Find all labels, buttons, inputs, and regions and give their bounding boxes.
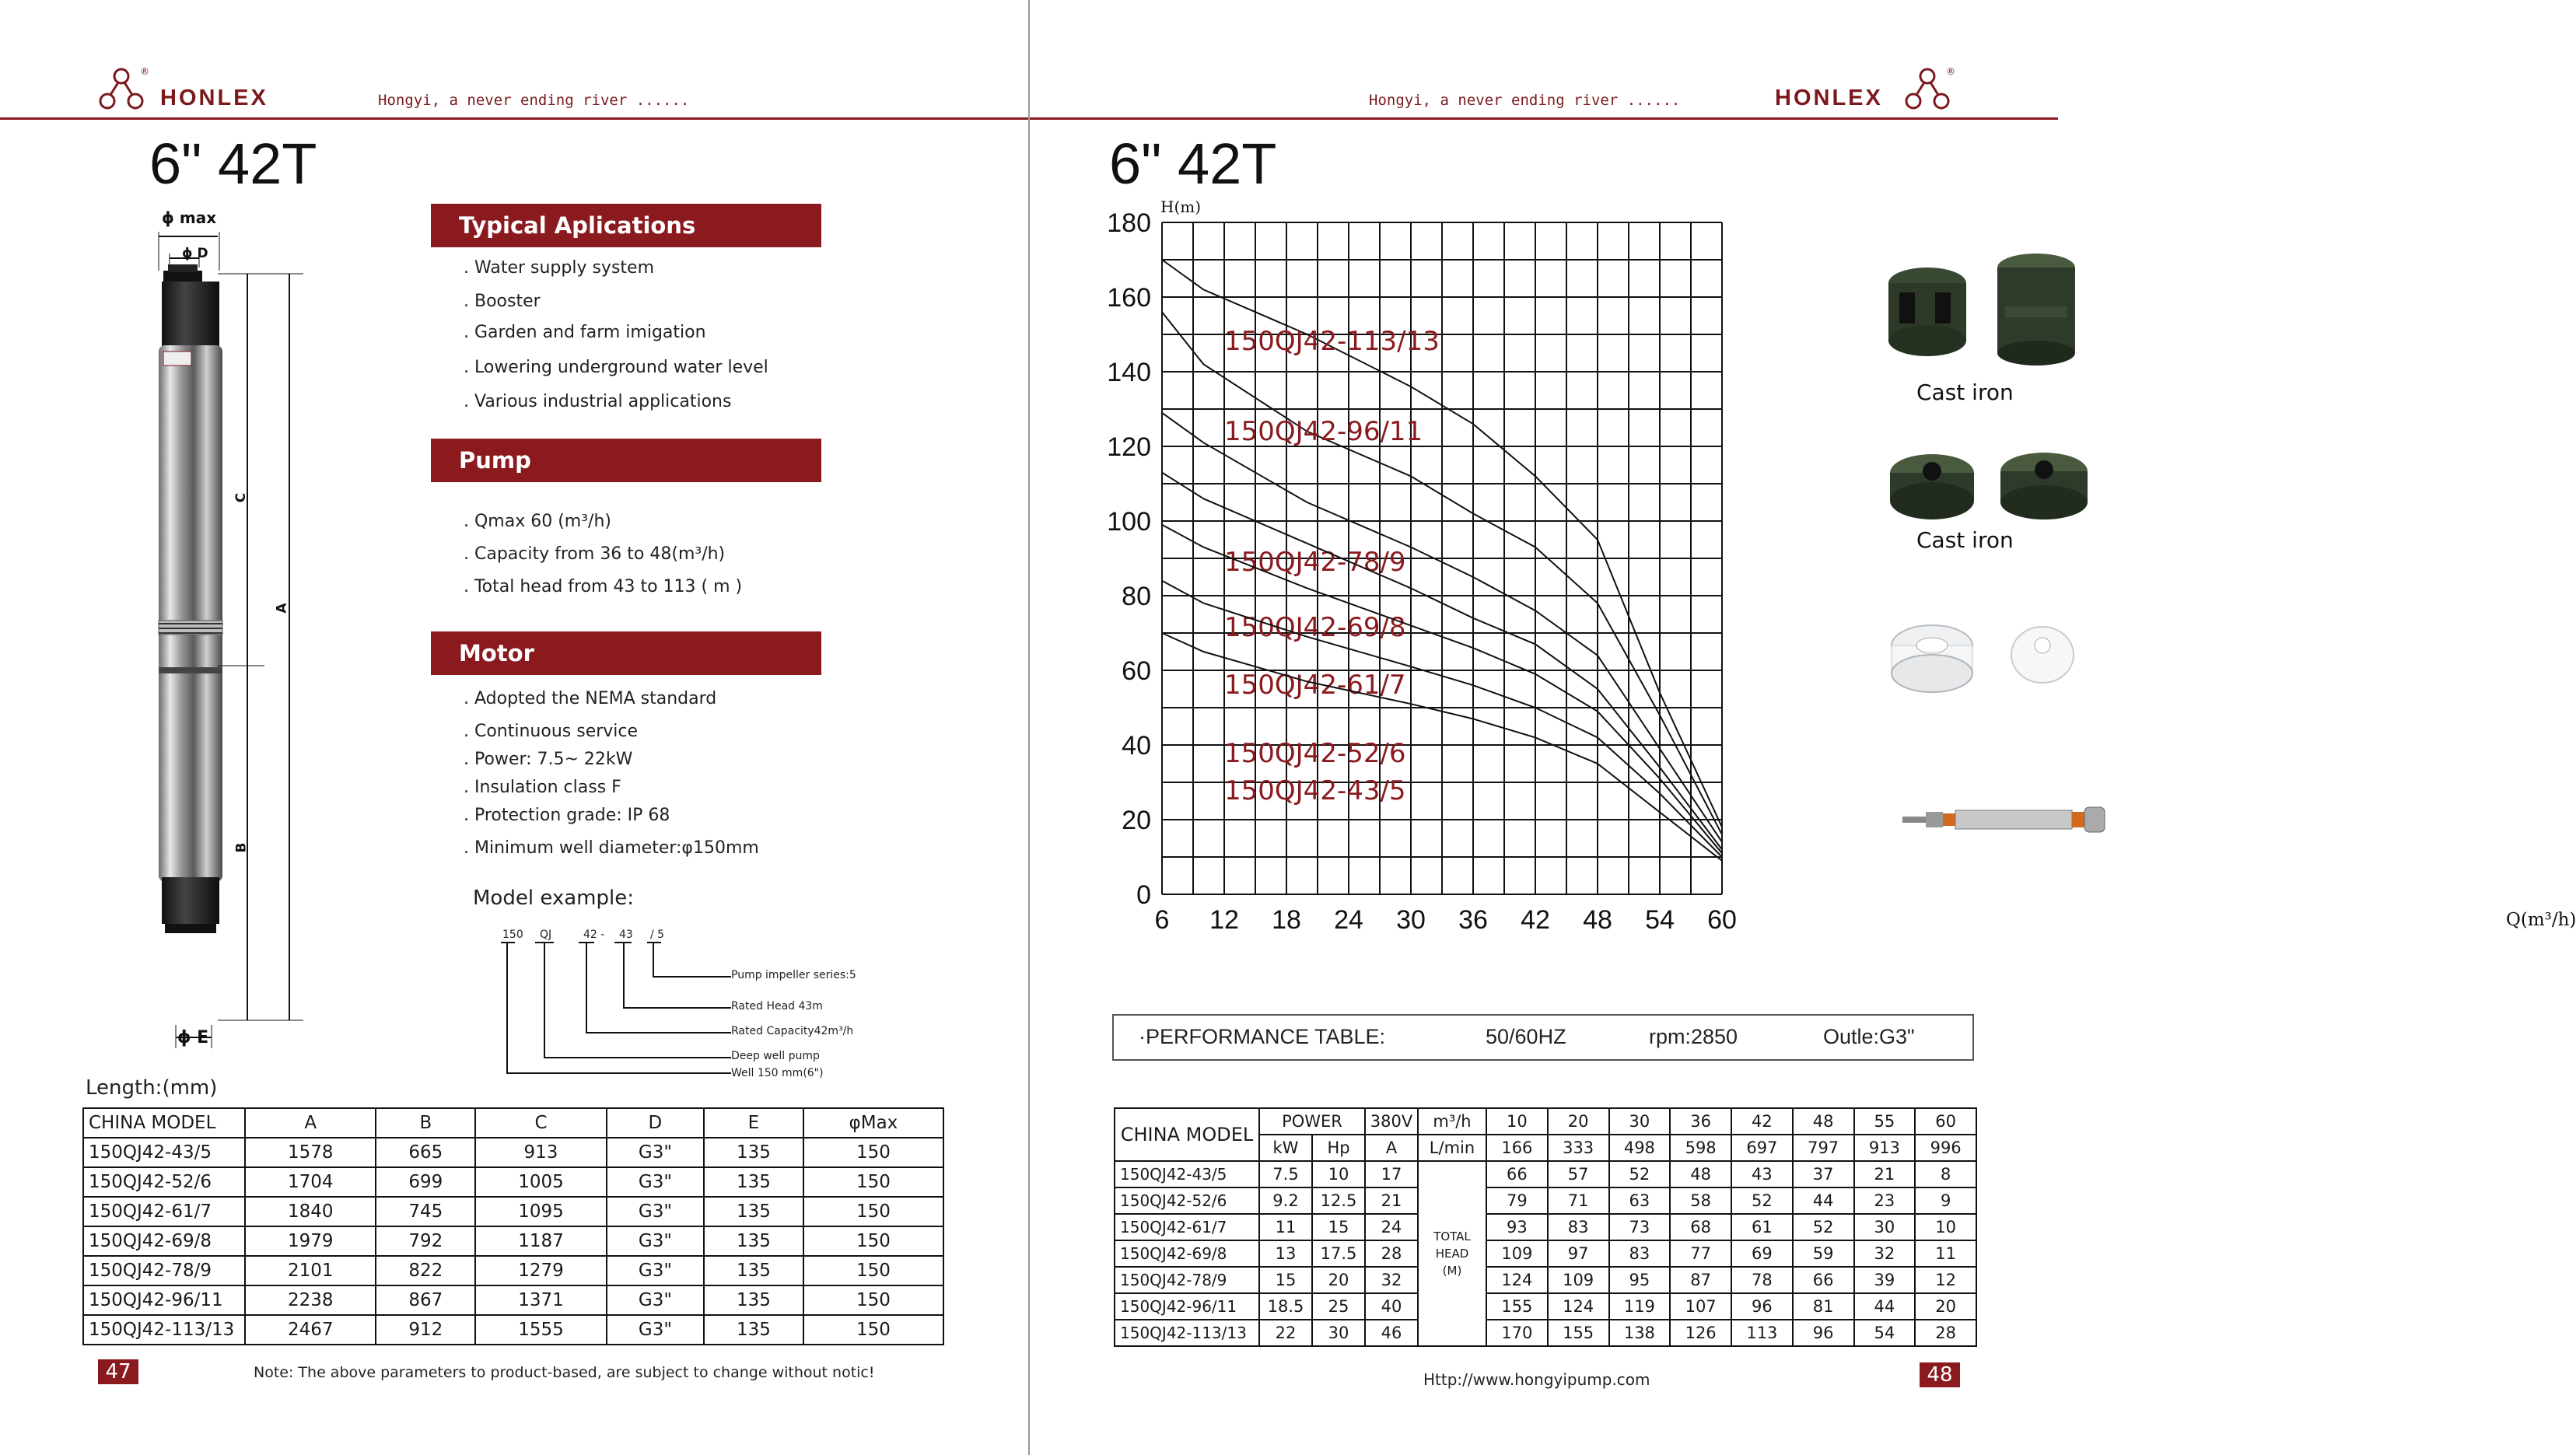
perf-cell: 83 [1609, 1240, 1671, 1267]
y-axis-label: H(m) [1160, 198, 1202, 216]
perf-cell: 25 [1312, 1293, 1365, 1320]
perf-cell: 83 [1548, 1214, 1609, 1240]
spec-cell: G3" [607, 1138, 704, 1167]
perf-cell: 11 [1915, 1240, 1976, 1267]
perf-sub-a: A [1365, 1135, 1418, 1161]
curve-label: 150QJ42-52/6 [1224, 738, 1406, 769]
cast-iron-diffuser-image [1888, 443, 2102, 529]
curve-label: 150QJ42-96/11 [1224, 416, 1423, 447]
spec-cell: 822 [376, 1256, 475, 1285]
model-note: Rated Capacity42m³/h [731, 1025, 854, 1037]
perf-q-cell: 55 [1854, 1108, 1916, 1135]
spec-cell: 150 [803, 1138, 943, 1167]
performance-label: ·PERFORMANCE TABLE: [1139, 1025, 1386, 1048]
perf-cell: 10 [1915, 1214, 1976, 1240]
perf-cell: 126 [1670, 1320, 1731, 1346]
perf-cell: 10 [1312, 1161, 1365, 1187]
spec-cell: 135 [704, 1226, 803, 1256]
perf-cell: 52 [1731, 1187, 1793, 1214]
spec-cell: 135 [704, 1256, 803, 1285]
perf-cell: 13 [1259, 1240, 1312, 1267]
spec-cell: 699 [376, 1167, 475, 1197]
y-tick-label: 0 [1136, 880, 1151, 910]
perf-cell: 93 [1486, 1214, 1548, 1240]
x-tick-label: 36 [1458, 905, 1488, 935]
table-row [1115, 1214, 1976, 1240]
y-tick-label: 80 [1122, 582, 1151, 611]
perf-cell: 66 [1486, 1161, 1548, 1187]
website-url[interactable]: Http://www.hongyipump.com [1423, 1370, 1650, 1389]
dim-c: C [233, 492, 250, 503]
model-code-part: QJ [540, 929, 552, 941]
y-tick-label: 60 [1122, 656, 1151, 686]
applications-heading: Typical Aplications [431, 204, 821, 247]
perf-q-cell: 10 [1486, 1108, 1548, 1135]
perf-cell: 17 [1365, 1161, 1418, 1187]
x-tick-label: 12 [1209, 905, 1239, 935]
spec-cell: 150QJ42-52/6 [83, 1167, 245, 1197]
perf-cell: 12.5 [1312, 1187, 1365, 1214]
spec-cell: 150 [803, 1197, 943, 1226]
page-number-left: 47 [98, 1359, 138, 1384]
perf-cell: 28 [1915, 1320, 1976, 1346]
perf-cell: 7.5 [1259, 1161, 1312, 1187]
spec-cell: 150QJ42-113/13 [83, 1315, 245, 1345]
perf-model-header: CHINA MODEL [1115, 1108, 1259, 1161]
spec-cell: 913 [475, 1138, 606, 1167]
cast-iron-caption: Cast iron [1916, 379, 2014, 405]
perf-cell: 155 [1486, 1293, 1548, 1320]
spec-cell: G3" [607, 1256, 704, 1285]
perf-cell: 52 [1609, 1161, 1671, 1187]
spec-cell: 150 [803, 1256, 943, 1285]
perf-cell: 11 [1259, 1214, 1312, 1240]
length-label: Length:(mm) [86, 1076, 218, 1100]
spec-cell: 150 [803, 1167, 943, 1197]
perf-q-cell: 42 [1731, 1108, 1793, 1135]
perf-q-cell: 697 [1731, 1135, 1793, 1161]
application-item: . Booster [464, 292, 541, 311]
perf-cell: 155 [1548, 1320, 1609, 1346]
perf-model-cell: 150QJ42-113/13 [1115, 1320, 1259, 1346]
perf-q-cell: 913 [1854, 1135, 1916, 1161]
y-tick-label: 120 [1107, 432, 1151, 462]
spec-cell: G3" [607, 1285, 704, 1315]
model-code-part: / 5 [650, 929, 665, 941]
curve-label: 150QJ42-61/7 [1224, 670, 1406, 701]
table-row [83, 1167, 943, 1197]
performance-table [1114, 1107, 1977, 1347]
x-tick-label: 30 [1396, 905, 1426, 935]
perf-cell: 39 [1854, 1267, 1916, 1293]
curve-label: 150QJ42-78/9 [1224, 547, 1406, 578]
table-row [1115, 1187, 1976, 1214]
spec-cell: 135 [704, 1315, 803, 1345]
perf-cell: 44 [1793, 1187, 1854, 1214]
slogan: Hongyi, a never ending river ...... [378, 92, 690, 109]
perf-q-cell: 598 [1670, 1135, 1731, 1161]
perf-cell: 97 [1548, 1240, 1609, 1267]
y-tick-label: 100 [1107, 507, 1151, 537]
spec-cell: 1979 [245, 1226, 376, 1256]
perf-cell: 87 [1670, 1267, 1731, 1293]
table-row [83, 1315, 943, 1345]
perf-cell: 68 [1670, 1214, 1731, 1240]
table-row [1115, 1240, 1976, 1267]
spec-cell: 745 [376, 1197, 475, 1226]
cast-iron-caption: Cast iron [1916, 527, 2014, 553]
x-tick-label: 18 [1272, 905, 1301, 935]
perf-cell: 109 [1548, 1267, 1609, 1293]
header-rule [1030, 117, 2058, 120]
perf-cell: 21 [1854, 1161, 1916, 1187]
model-note: Rated Head 43m [731, 1000, 823, 1013]
perf-cell: 43 [1731, 1161, 1793, 1187]
spec-cell: 1371 [475, 1285, 606, 1315]
perf-cell: 96 [1793, 1320, 1854, 1346]
table-row [83, 1226, 943, 1256]
spec-cell: 150QJ42-43/5 [83, 1138, 245, 1167]
perf-cell: 12 [1915, 1267, 1976, 1293]
motor-item: . Protection grade: IP 68 [464, 806, 670, 825]
spec-cell: 135 [704, 1167, 803, 1197]
dim-b: B [233, 842, 250, 853]
spec-cell: 1187 [475, 1226, 606, 1256]
svg-text:®: ® [140, 66, 149, 77]
perf-q-cell: 498 [1609, 1135, 1671, 1161]
application-item: . Water supply system [464, 258, 655, 278]
perf-cell: 71 [1548, 1187, 1609, 1214]
table-row [1115, 1320, 1976, 1346]
dim-phi-e: ϕ E [177, 1028, 209, 1048]
perf-cell: 22 [1259, 1320, 1312, 1346]
model-code-part: 43 [619, 929, 633, 941]
perf-cell: 113 [1731, 1320, 1793, 1346]
y-tick-label: 20 [1122, 806, 1151, 835]
perf-cell: 30 [1854, 1214, 1916, 1240]
spec-header: φMax [803, 1108, 943, 1138]
page-title: 6" 42T [1109, 131, 1277, 196]
performance-freq: 50/60HZ [1486, 1025, 1566, 1048]
spec-cell: 150QJ42-96/11 [83, 1285, 245, 1315]
table-row [1115, 1293, 1976, 1320]
perf-cell: 77 [1670, 1240, 1731, 1267]
table-row [83, 1285, 943, 1315]
perf-model-cell: 150QJ42-61/7 [1115, 1214, 1259, 1240]
perf-cell: 109 [1486, 1240, 1548, 1267]
spec-cell: 1840 [245, 1197, 376, 1226]
total-head-line: HEAD [1435, 1247, 1469, 1261]
spec-cell: G3" [607, 1197, 704, 1226]
x-tick-label: 60 [1707, 905, 1737, 935]
curve-label: 150QJ42-113/13 [1224, 326, 1440, 357]
perf-cell: 69 [1731, 1240, 1793, 1267]
perf-cell: 79 [1486, 1187, 1548, 1214]
perf-cell: 81 [1793, 1293, 1854, 1320]
perf-cell: 58 [1670, 1187, 1731, 1214]
spec-cell: 150QJ42-69/8 [83, 1226, 245, 1256]
model-code-part: 42 - [583, 929, 605, 941]
spec-header: CHINA MODEL [83, 1108, 245, 1138]
model-example-leaders [498, 941, 731, 1081]
spec-cell: 2101 [245, 1256, 376, 1285]
brand-name: HONLEX [1775, 86, 1883, 110]
x-tick-label: 48 [1583, 905, 1612, 935]
perf-unit-m3h: m³/h [1418, 1108, 1486, 1135]
perf-cell: 20 [1312, 1267, 1365, 1293]
perf-cell: 15 [1312, 1214, 1365, 1240]
perf-cell: 30 [1312, 1320, 1365, 1346]
spec-header: D [607, 1108, 704, 1138]
perf-power-header: POWER [1259, 1108, 1365, 1135]
perf-model-cell: 150QJ42-69/8 [1115, 1240, 1259, 1267]
cast-iron-impeller-image [1888, 252, 2102, 376]
y-tick-label: 160 [1107, 283, 1151, 313]
header-rule [0, 117, 1028, 120]
svg-text:®: ® [1946, 66, 1955, 77]
x-tick-label: 54 [1645, 905, 1675, 935]
y-tick-label: 180 [1107, 208, 1151, 238]
table-row [83, 1197, 943, 1226]
y-tick-label: 40 [1122, 731, 1151, 761]
perf-cell: 48 [1670, 1161, 1731, 1187]
spec-cell: 135 [704, 1197, 803, 1226]
perf-cell: 119 [1609, 1293, 1671, 1320]
perf-cell: 37 [1793, 1161, 1854, 1187]
x-tick-label: 6 [1154, 905, 1170, 935]
spec-cell: 2238 [245, 1285, 376, 1315]
perf-cell: 32 [1854, 1240, 1916, 1267]
perf-cell: 170 [1486, 1320, 1548, 1346]
perf-q-cell: 996 [1915, 1135, 1976, 1161]
pump-heading: Pump [431, 439, 821, 482]
right-page [1030, 0, 2576, 1455]
perf-cell: 57 [1548, 1161, 1609, 1187]
perf-sub-kw: kW [1259, 1135, 1312, 1161]
motor-item: . Minimum well diameter:φ150mm [464, 838, 759, 858]
spec-cell: G3" [607, 1167, 704, 1197]
perf-cell: 107 [1670, 1293, 1731, 1320]
disclaimer-note: Note: The above parameters to product-based, are subject to change without notic! [254, 1364, 875, 1381]
spec-cell: 792 [376, 1226, 475, 1256]
model-note: Pump impeller series:5 [731, 969, 856, 981]
perf-cell: 18.5 [1259, 1293, 1312, 1320]
perf-model-cell: 150QJ42-78/9 [1115, 1267, 1259, 1293]
spec-cell: 867 [376, 1285, 475, 1315]
perf-cell: 59 [1793, 1240, 1854, 1267]
spec-cell: 1095 [475, 1197, 606, 1226]
total-head-line: (M) [1442, 1264, 1462, 1278]
perf-cell: 15 [1259, 1267, 1312, 1293]
perf-cell: 61 [1731, 1214, 1793, 1240]
application-item: . Various industrial applications [464, 392, 732, 411]
perf-cell: 17.5 [1312, 1240, 1365, 1267]
perf-q-cell: 166 [1486, 1135, 1548, 1161]
spec-cell: 2467 [245, 1315, 376, 1345]
brand-name: HONLEX [160, 86, 268, 110]
performance-rpm: rpm:2850 [1649, 1025, 1738, 1048]
perf-volt-header: 380V [1365, 1108, 1418, 1135]
spec-cell: 1555 [475, 1315, 606, 1345]
perf-cell: 95 [1609, 1267, 1671, 1293]
application-item: . Garden and farm imigation [464, 323, 706, 342]
motor-heading: Motor [431, 631, 821, 675]
motor-item: . Insulation class F [464, 778, 621, 797]
perf-q-cell: 36 [1670, 1108, 1731, 1135]
y-tick-label: 140 [1107, 358, 1151, 387]
application-item: . Lowering underground water level [464, 358, 768, 377]
spec-header: A [245, 1108, 376, 1138]
left-page [0, 0, 1028, 1455]
perf-cell: 28 [1365, 1240, 1418, 1267]
model-note: Deep well pump [731, 1050, 820, 1062]
spec-cell: 150 [803, 1315, 943, 1345]
motor-item: . Power: 7.5~ 22kW [464, 750, 633, 769]
honlex-logo-icon [1902, 65, 1965, 115]
spec-table [82, 1107, 944, 1345]
table-row [1115, 1267, 1976, 1293]
performance-outlet: Outle:G3" [1823, 1025, 1915, 1048]
pump-image [78, 208, 311, 1056]
perf-cell: 54 [1854, 1320, 1916, 1346]
perf-cell: 52 [1793, 1214, 1854, 1240]
perf-cell: 73 [1609, 1214, 1671, 1240]
spec-cell: G3" [607, 1226, 704, 1256]
spec-header: E [704, 1108, 803, 1138]
perf-cell: 40 [1365, 1293, 1418, 1320]
perf-header-row [1115, 1108, 1976, 1135]
curve-label: 150QJ42-69/8 [1224, 612, 1406, 643]
x-tick-label: 24 [1334, 905, 1363, 935]
plastic-impeller-image [1888, 614, 2102, 700]
perf-cell: 8 [1915, 1161, 1976, 1187]
total-head-label [1418, 1161, 1486, 1346]
spec-cell: 150QJ42-61/7 [83, 1197, 245, 1226]
spec-header-row [83, 1108, 943, 1138]
page-title: 6" 42T [149, 131, 317, 196]
perf-model-cell: 150QJ42-52/6 [1115, 1187, 1259, 1214]
page-number-right: 48 [1920, 1362, 1960, 1387]
spec-cell: G3" [607, 1315, 704, 1345]
perf-sub-hp: Hp [1312, 1135, 1365, 1161]
perf-model-cell: 150QJ42-43/5 [1115, 1161, 1259, 1187]
perf-cell: 138 [1609, 1320, 1671, 1346]
perf-cell: 66 [1793, 1267, 1854, 1293]
spec-cell: 665 [376, 1138, 475, 1167]
perf-cell: 78 [1731, 1267, 1793, 1293]
spec-cell: 150QJ42-78/9 [83, 1256, 245, 1285]
table-row [83, 1138, 943, 1167]
perf-cell: 24 [1365, 1214, 1418, 1240]
spec-cell: 912 [376, 1315, 475, 1345]
perf-q-cell: 20 [1548, 1108, 1609, 1135]
perf-cell: 9.2 [1259, 1187, 1312, 1214]
perf-cell: 44 [1854, 1293, 1916, 1320]
spec-cell: 1704 [245, 1167, 376, 1197]
spec-header: B [376, 1108, 475, 1138]
pump-shaft-image [1902, 796, 2106, 843]
spec-cell: 150 [803, 1226, 943, 1256]
dim-a: A [274, 603, 290, 614]
spec-header: C [475, 1108, 606, 1138]
honlex-logo-icon [96, 65, 159, 115]
table-row [83, 1256, 943, 1285]
perf-cell: 20 [1915, 1293, 1976, 1320]
model-example-heading: Model example: [473, 887, 634, 910]
spec-cell: 1578 [245, 1138, 376, 1167]
spec-cell: 135 [704, 1138, 803, 1167]
perf-cell: 23 [1854, 1187, 1916, 1214]
perf-cell: 21 [1365, 1187, 1418, 1214]
spec-cell: 150 [803, 1285, 943, 1315]
perf-cell: 124 [1548, 1293, 1609, 1320]
model-note: Well 150 mm(6") [731, 1067, 824, 1079]
total-head-line: TOTAL [1433, 1229, 1471, 1243]
table-row [1115, 1161, 1976, 1187]
motor-item: . Continuous service [464, 722, 639, 741]
perf-cell: 9 [1915, 1187, 1976, 1214]
perf-q-cell: 797 [1793, 1135, 1854, 1161]
spec-cell: 1005 [475, 1167, 606, 1197]
perf-q-cell: 333 [1548, 1135, 1609, 1161]
perf-cell: 46 [1365, 1320, 1418, 1346]
pump-item: . Capacity from 36 to 48(m³/h) [464, 544, 726, 564]
perf-q-cell: 30 [1609, 1108, 1671, 1135]
pump-item: . Total head from 43 to 113 ( m ) [464, 577, 743, 596]
spec-cell: 135 [704, 1285, 803, 1315]
x-tick-label: 42 [1521, 905, 1550, 935]
motor-item: . Adopted the NEMA standard [464, 689, 717, 708]
x-axis-label: Q(m³/h) [2506, 910, 2576, 930]
dim-phi-d: ϕ D [182, 246, 208, 261]
perf-q-cell: 48 [1793, 1108, 1854, 1135]
perf-cell: 96 [1731, 1293, 1793, 1320]
perf-cell: 124 [1486, 1267, 1548, 1293]
perf-q-cell: 60 [1915, 1108, 1976, 1135]
perf-cell: 63 [1609, 1187, 1671, 1214]
perf-unit-lmin: L/min [1418, 1135, 1486, 1161]
curve-label: 150QJ42-43/5 [1224, 775, 1406, 806]
slogan: Hongyi, a never ending river ...... [1369, 92, 1681, 109]
model-code-part: 150 [502, 929, 523, 941]
pump-item: . Qmax 60 (m³/h) [464, 512, 611, 531]
perf-model-cell: 150QJ42-96/11 [1115, 1293, 1259, 1320]
perf-cell: 32 [1365, 1267, 1418, 1293]
spec-cell: 1279 [475, 1256, 606, 1285]
dim-phi-max: ϕ max [162, 208, 217, 227]
